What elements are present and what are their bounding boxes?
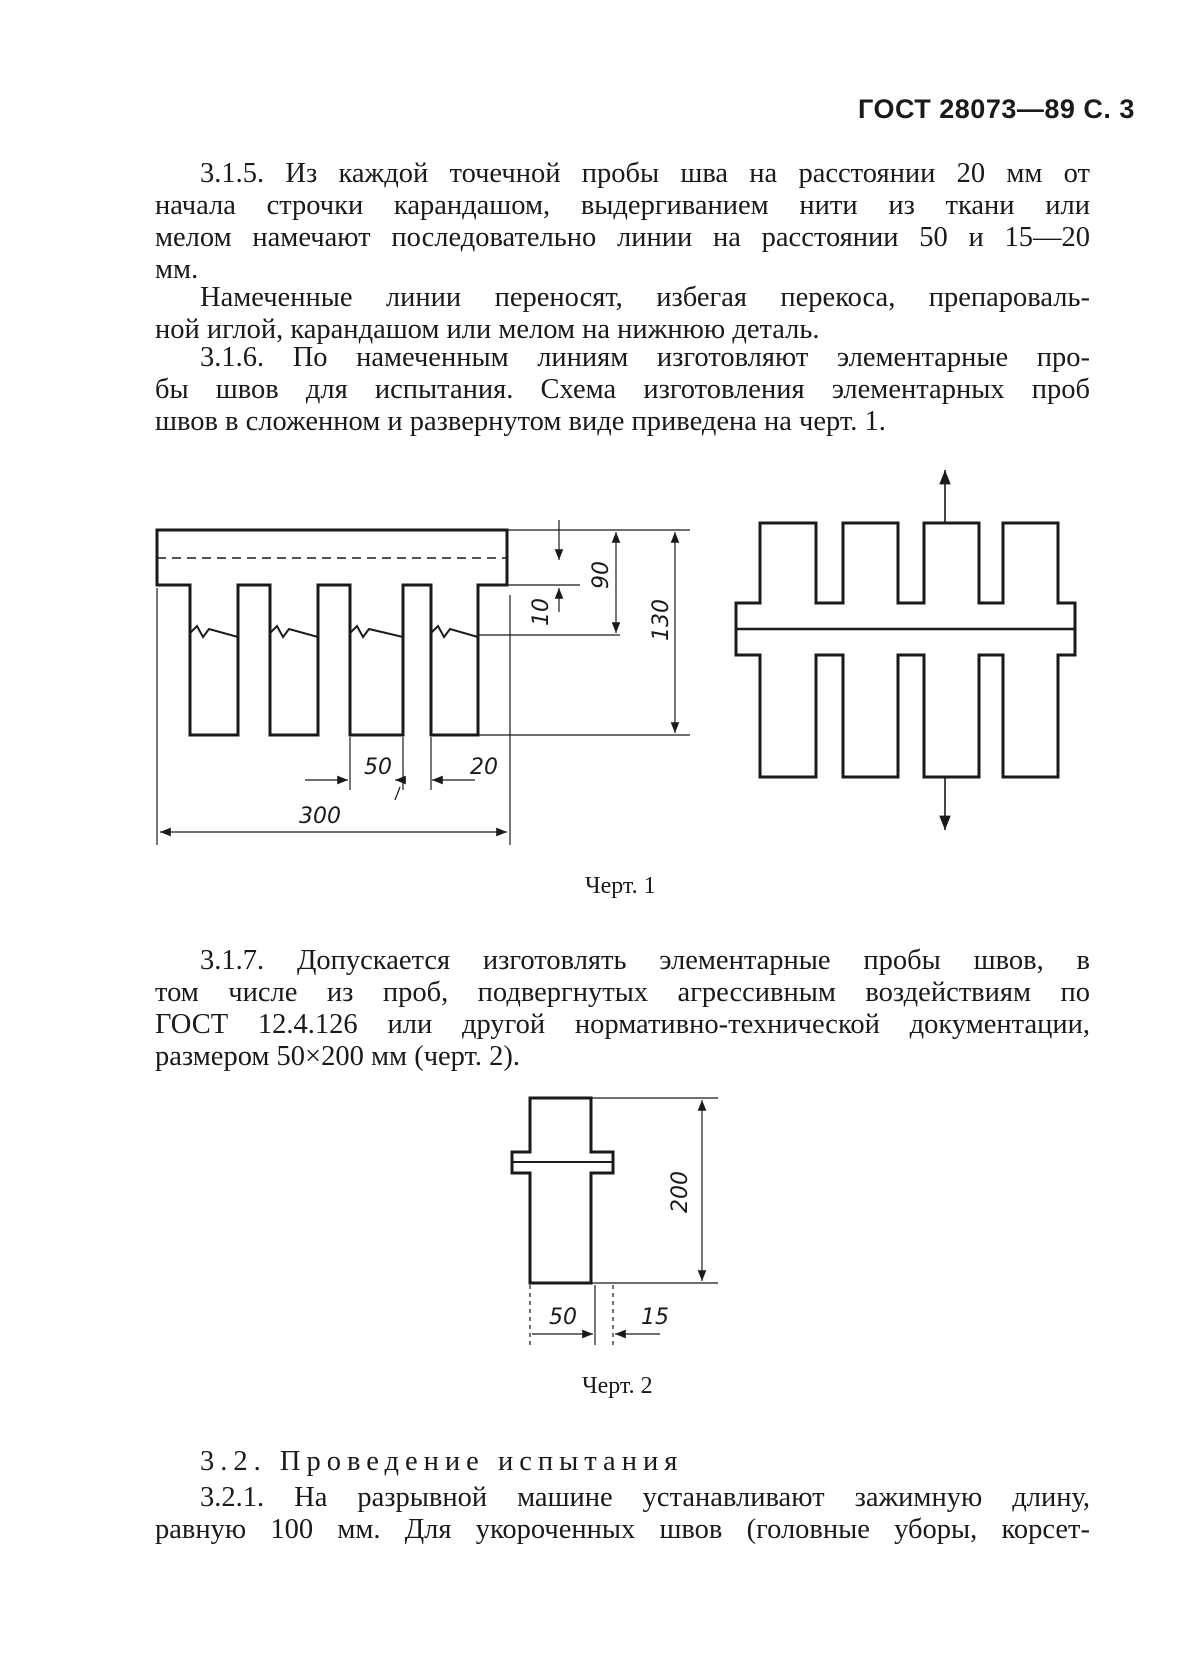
text-line: равную 100 мм. Для укороченных швов (головные уборы, корсет-	[155, 1514, 1090, 1545]
section-heading-3-2: 3.2. Проведение испытания	[200, 1446, 684, 1477]
text-line: швов в сложенном и развернутом виде приведена на черт. 1.	[155, 406, 886, 437]
text-line: 3.1.6. По намеченным линиям изготовляют элементарные про-	[200, 342, 1090, 373]
text-line: ной иглой, карандашом или мелом на нижнюю деталь.	[155, 314, 820, 345]
figure2-caption: Черт. 2	[582, 1373, 653, 1399]
dim-label-50-fig2: 50	[549, 1305, 577, 1330]
text-line: начала строчки карандашом, выдергиванием нити из ткани или	[155, 190, 1090, 221]
text-line: размером 50×200 мм (черт. 2).	[155, 1041, 520, 1072]
text-line: мелом намечают последовательно линии на расстоянии 50 и 15—20	[155, 222, 1090, 253]
figure2-sample	[512, 1098, 613, 1283]
figure1-unfolded-sample	[736, 523, 1075, 777]
dim-label-10: 10	[529, 598, 554, 626]
figure1-folded-sample	[157, 530, 507, 735]
text-line: 3.2.1. На разрывной машине устанавливают зажимную длину,	[200, 1482, 1090, 1513]
text-line: том числе из проб, подвергнутых агрессивным воздействиям по	[155, 977, 1090, 1008]
dim-label-20: 20	[470, 755, 498, 780]
dim-label-200: 200	[668, 1171, 693, 1213]
dim-label-90: 90	[589, 561, 614, 589]
dim-label-50: 50	[364, 755, 392, 780]
text-line: 3.1.7. Допускается изготовлять элементарные пробы швов, в	[200, 945, 1090, 976]
dim-label-130: 130	[649, 599, 674, 641]
text-line: ГОСТ 12.4.126 или другой нормативно-технической документации,	[155, 1009, 1090, 1040]
dim-label-300: 300	[299, 804, 341, 829]
paragraph-3-2-1	[155, 1482, 1090, 1546]
dim-label-15: 15	[641, 1305, 669, 1330]
text-line: бы швов для испытания. Схема изготовления элементарных проб	[155, 374, 1090, 405]
text-line: мм.	[155, 254, 199, 285]
figure1-caption: Черт. 1	[585, 873, 656, 899]
text-line: 3.1.5. Из каждой точечной пробы шва на расстоянии 20 мм от	[200, 158, 1090, 189]
text-line: Намеченные линии переносят, избегая перекоса, препароваль-	[200, 282, 1090, 313]
paragraph-3-1-7	[155, 945, 1090, 1073]
running-header: ГОСТ 28073—89 С. 3	[858, 94, 1135, 124]
